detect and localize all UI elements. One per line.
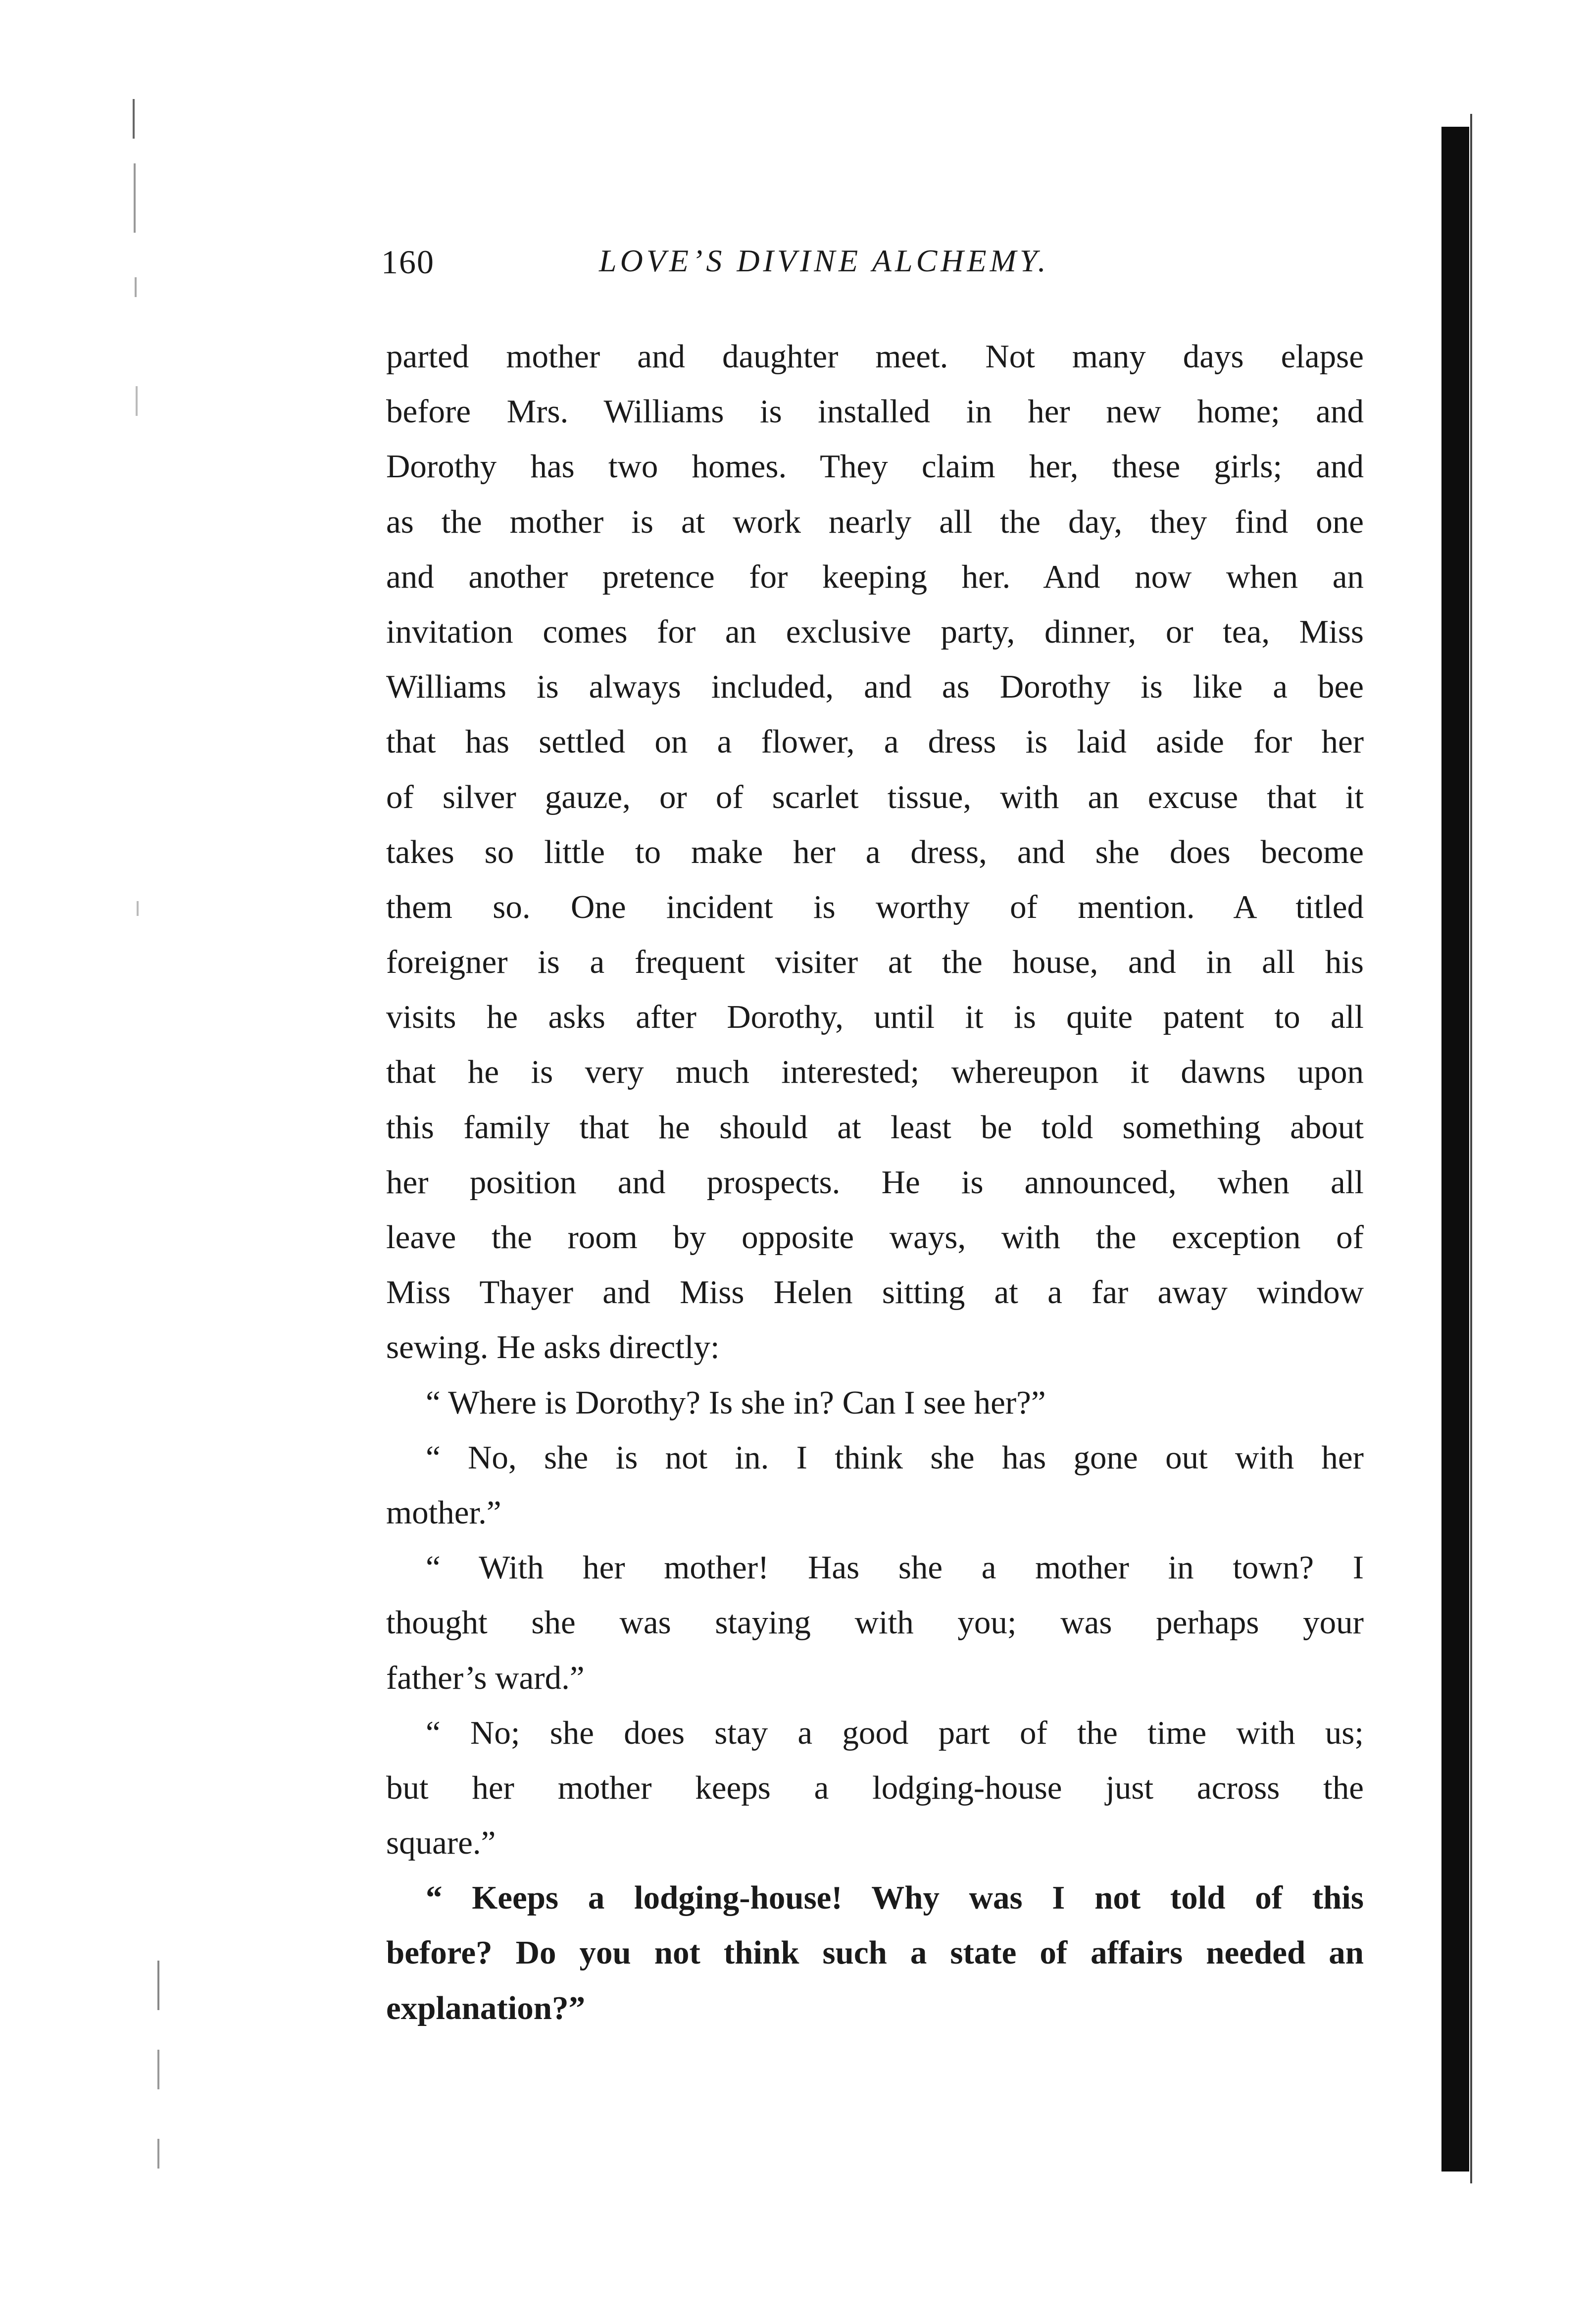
dialogue-line: “ With her mother! Has she a mother in town? I (426, 1549, 1364, 1586)
scan-speck (133, 99, 135, 139)
body-text (386, 329, 1364, 2036)
dialogue-line: “ No, she is not in. I think she has gone out with her (426, 1439, 1364, 1476)
dialogue-line: explanation?” (386, 1989, 586, 2026)
scan-speck (157, 1961, 159, 2010)
text-line: Miss Thayer and Miss Helen sitting at a far away window (386, 1274, 1364, 1311)
dialogue-line: before? Do you not think such a state of affairs needed an (386, 1934, 1364, 1971)
dialogue-line: thought she was staying with you; was perhaps your (386, 1604, 1364, 1641)
text-line: takes so little to make her a dress, and she does become (386, 833, 1364, 870)
scan-speck (157, 2050, 159, 2089)
text-line: as the mother is at work nearly all the day, they find one (386, 503, 1364, 540)
scan-speck (136, 386, 138, 416)
text-line: Dorothy has two homes. They claim her, these girls; and (386, 448, 1364, 485)
text-line: that he is very much interested; whereupon it dawns upon (386, 1054, 1364, 1091)
dialogue-line: father’s ward.” (386, 1659, 585, 1696)
text-line: that has settled on a flower, a dress is laid aside for her (386, 723, 1364, 760)
text-line: invitation comes for an exclusive party, dinner, or tea, Miss (386, 613, 1364, 650)
dialogue-line: “ Where is Dorothy? Is she in? Can I see her?” (426, 1384, 1046, 1421)
text-line: foreigner is a frequent visiter at the house, and in all his (386, 944, 1364, 981)
dialogue-line: “ No; she does stay a good part of the time with us; (426, 1714, 1364, 1751)
text-line: visits he asks after Dorothy, until it is quite patent to all (386, 999, 1364, 1036)
text-line: parted mother and daughter meet. Not many days elapse (386, 338, 1364, 375)
text-line: Williams is always included, and as Dorothy is like a bee (386, 668, 1364, 706)
text-line: before Mrs. Williams is installed in her new home; and (386, 393, 1364, 430)
dialogue-line: mother.” (386, 1494, 501, 1531)
scan-speck (134, 163, 136, 233)
scan-speck (157, 2139, 159, 2169)
binding-shadow (1441, 127, 1469, 2172)
dialogue-line: but her mother keeps a lodging-house just across the (386, 1769, 1364, 1806)
text-line: her position and prospects. He is announced, when all (386, 1163, 1364, 1201)
running-head: LOVE’S DIVINE ALCHEMY. (599, 243, 1049, 278)
scan-speck (137, 901, 139, 916)
dialogue-line: square.” (386, 1824, 496, 1862)
text-line: of silver gauze, or of scarlet tissue, with an excuse that it (386, 778, 1364, 815)
text-line: leave the room by opposite ways, with the exception of (386, 1219, 1364, 1256)
binding-edge-line (1470, 114, 1472, 2183)
text-line: this family that he should at least be told something about (386, 1109, 1364, 1146)
page-header (381, 233, 1322, 292)
text-line: and another pretence for keeping her. And now when an (386, 558, 1364, 595)
page-number: 160 (381, 243, 435, 281)
scan-speck (135, 277, 137, 297)
text-line: sewing. He asks directly: (386, 1329, 720, 1366)
dialogue-line: “ Keeps a lodging-house! Why was I not told of this (426, 1879, 1364, 1917)
text-line: them so. One incident is worthy of mention. A titled (386, 888, 1364, 925)
